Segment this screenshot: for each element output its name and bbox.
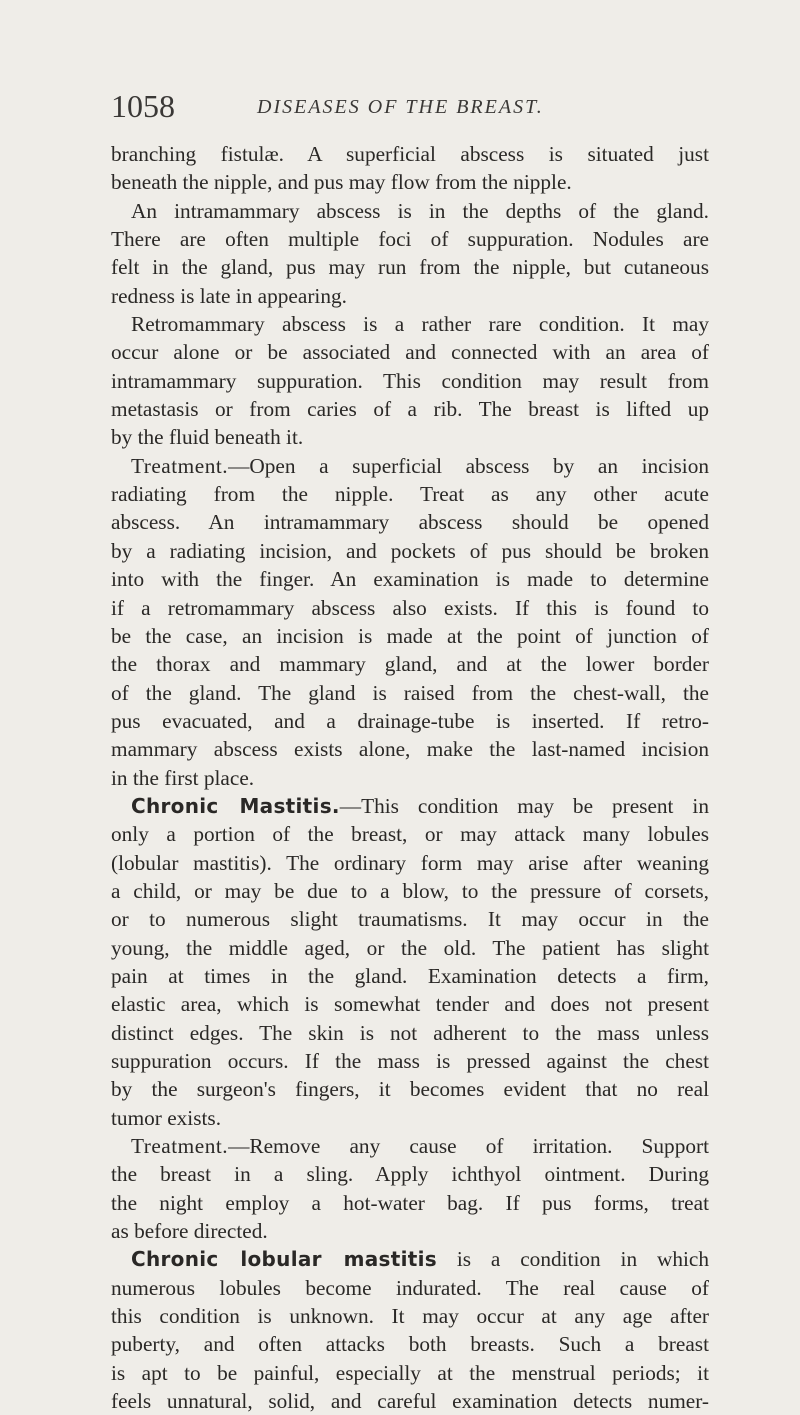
text-line: as before directed. [111, 1219, 268, 1244]
text-line: a child, or may be due to a blow, to the pressure of corsets, [111, 878, 709, 903]
text-line [111, 1245, 709, 1273]
text-line: by the surgeon's fingers, it becomes evident that no real [111, 1077, 709, 1102]
paragraph-chronic-lobular-mastitis [111, 1245, 709, 1415]
text-line: into with the finger. An examination is made to determine [111, 567, 709, 592]
paragraph-3 [111, 310, 709, 452]
page-header [111, 88, 711, 128]
text-line [111, 792, 709, 820]
text-line: or to numerous slight traumatisms. It may occur in the [111, 907, 709, 932]
page-number: 1058 [111, 88, 175, 124]
text-line: An intramammary abscess is in the depths of the gland. [131, 198, 709, 223]
text-line [111, 1132, 709, 1160]
text-line: mammary abscess exists alone, make the last-named incision [111, 737, 709, 762]
text-line: if a retromammary abscess also exists. If this is found to [111, 595, 709, 620]
text-line: the breast in a sling. Apply ichthyol ointment. During [111, 1162, 709, 1187]
paragraph-treatment-2 [111, 1132, 709, 1245]
text-run: is a condition in which [437, 1247, 709, 1272]
body-text [111, 140, 709, 1415]
paragraph-2 [111, 197, 709, 310]
paragraph-treatment-1 [111, 452, 709, 792]
text-line: tumor exists. [111, 1105, 222, 1130]
text-line: radiating from the nipple. Treat as any other acute [111, 482, 709, 507]
treatment-lead: Treatment. [131, 1134, 229, 1159]
text-line: young, the middle aged, or the old. The patient has slight [111, 935, 709, 960]
text-line: by a radiating incision, and pockets of pus should be broken [111, 538, 709, 563]
text-line: by the fluid beneath it. [111, 425, 304, 450]
treatment-lead: Treatment. [131, 453, 229, 478]
text-run: —Open a superficial abscess by an incision [228, 453, 709, 478]
text-line: distinct edges. The skin is not adherent to the mass unless [111, 1020, 709, 1045]
text-line: be the case, an incision is made at the point of junction of [111, 623, 709, 648]
paragraph-1 [111, 140, 709, 197]
text-run: —Remove any cause of irritation. Support [228, 1134, 709, 1159]
text-line: the night employ a hot-water bag. If pus forms, treat [111, 1190, 709, 1215]
running-title: DISEASES OF THE BREAST. [257, 96, 544, 118]
text-line: suppuration occurs. If the mass is pressed against the chest [111, 1049, 709, 1073]
text-line [111, 452, 709, 480]
text-line: metastasis or from caries of a rib. The breast is lifted up [111, 397, 709, 422]
text-run: —This condition may be present in [339, 793, 709, 818]
text-line: only a portion of the breast, or may attack many lobules [111, 822, 709, 847]
text-line: There are often multiple foci of suppuration. Nodules are [111, 227, 709, 252]
text-line: occur alone or be associated and connected with an area of [111, 340, 709, 365]
text-line: elastic area, which is somewhat tender and does not present [111, 992, 709, 1017]
text-line: beneath the nipple, and pus may flow from the nipple. [111, 170, 572, 195]
text-line: feels unnatural, solid, and careful examination detects numer- [111, 1389, 709, 1414]
text-line: intramammary suppuration. This condition may result from [111, 368, 709, 393]
text-line: in the first place. [111, 765, 255, 790]
paragraph-chronic-mastitis [111, 792, 709, 1132]
text-line: puberty, and often attacks both breasts. Such a breast [111, 1332, 709, 1357]
section-heading-chronic-mastitis: Chronic Mastitis. [131, 793, 340, 818]
text-line: the thorax and mammary gland, and at the lower border [111, 652, 709, 677]
text-line: branching fistulæ. A superficial abscess is situated just [111, 142, 709, 166]
text-line: Retromammary abscess is a rather rare condition. It may [131, 312, 709, 337]
text-line: pus evacuated, and a drainage-tube is inserted. If retro- [111, 708, 709, 733]
text-line: of the gland. The gland is raised from the chest-wall, the [111, 680, 709, 705]
text-line: redness is late in appearing. [111, 283, 347, 308]
text-line: felt in the gland, pus may run from the nipple, but cutaneous [111, 255, 709, 280]
text-line: is apt to be painful, especially at the menstrual periods; it [111, 1360, 709, 1385]
text-line: numerous lobules become indurated. The real cause of [111, 1275, 709, 1300]
text-line: abscess. An intramammary abscess should be opened [111, 510, 709, 535]
text-line: pain at times in the gland. Examination detects a firm, [111, 963, 709, 988]
text-line: this condition is unknown. It may occur at any age after [111, 1304, 709, 1329]
text-line: (lobular mastitis). The ordinary form may arise after weaning [111, 850, 709, 875]
section-heading-chronic-lobular-mastitis: Chronic lobular mastitis [131, 1247, 437, 1272]
